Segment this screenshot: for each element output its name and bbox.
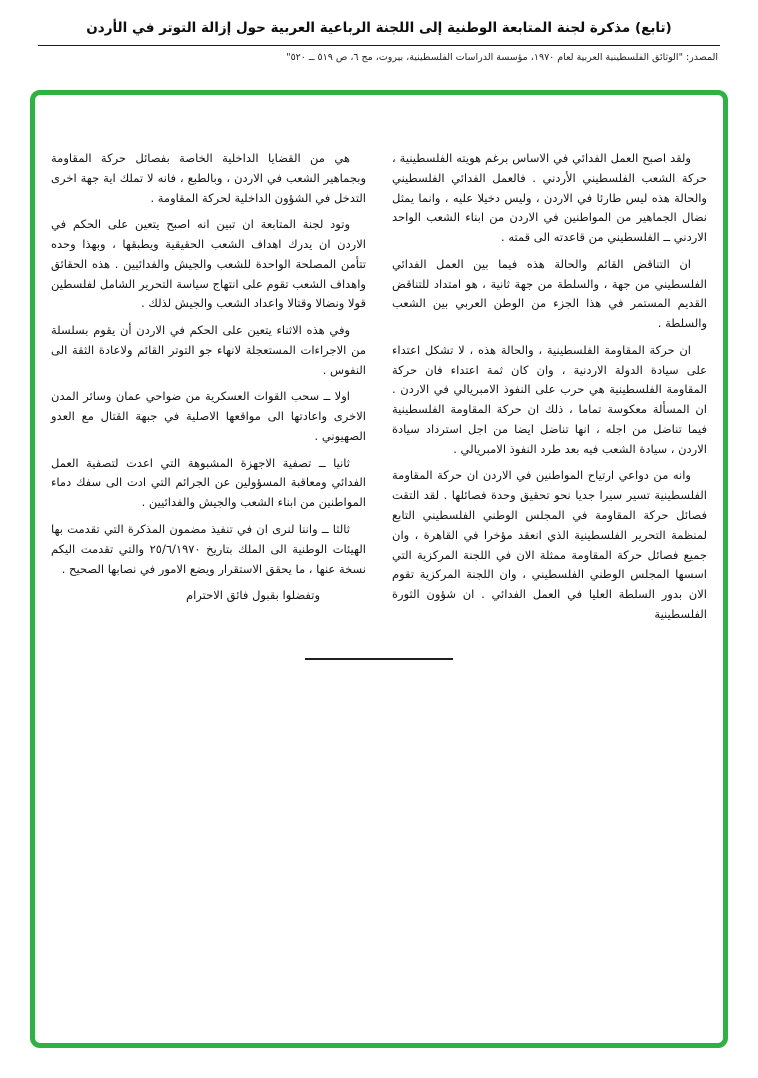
- left-column: [51, 149, 366, 632]
- document-title: (تابع) مذكرة لجنة المتابعة الوطنية إلى اللجنة الرباعية العربية حول إزالة التوتر في الأردن: [86, 20, 672, 36]
- source-line: المصدر: "الوثائق الفلسطينية العربية لعام ١٩٧٠، مؤسسة الدراسات الفلسطينية، بيروت، مج ٦، ص ٥١٩ ــ ٥٢٠": [286, 52, 718, 63]
- paragraph: ان التناقض القائم والحالة هذه فيما بين العمل الفدائي الفلسطيني من جهة ، والسلطة من جهة ثانية ، هو امتداد للتناقض القديم المستمر في هذا الجزء من الوطن العربي بين الشعب والسلطة .: [392, 256, 707, 331]
- two-column-text: [35, 95, 723, 632]
- paragraph: هي من القضايا الداخلية الخاصة بفصائل حركة المقاومة وبجماهير الشعب في الاردن ، وبالطبع ، فانه لا تملك اية جهة اخرى التدخل في الشؤون الداخلية لحركة المقاومة .: [51, 151, 366, 205]
- paragraph: ولقد اصبح العمل الفدائي في الاساس برغم هويته الفلسطينية ، حركة الشعب الفلسطيني الأردني . فالعمل الفدائي الفلسطيني والحالة هذه ليس طارئا في الاردن ، وليس دخيلا عليه ، وانما يمثل نضال الجماهير من المواطنين في الاردن من ابناء الشعب الواحد الاردني ــ الفلسطيني من قاعدته الى قمته .: [392, 151, 707, 245]
- header-divider: [38, 45, 720, 46]
- paragraph-item-first: اولا ــ سحب القوات العسكرية من ضواحي عمان وسائر المدن الاخرى واعادتها الى مواقعها الاصلية في جبهة القتال مع العدو الصهيوني .: [51, 389, 366, 443]
- paragraph: وتود لجنة المتابعة ان تبين انه اصبح يتعين على الحكم في الاردن ان يدرك اهداف الشعب الحقيقية ويطبقها ، وبهذا وحده تتأمن المصلحة الواحدة للشعب والجيش والفدائيين . هذه الحقائق واهداف الشعب تقوم على انتهاج سياسة التحرير الشامل لفلسطين قولا ونضالا وقتالا واعداد الشعب والجيش لذلك .: [51, 217, 366, 311]
- paragraph-item-second: ثانيا ــ تصفية الاجهزة المشبوهة التي اعدت لتصفية العمل الفدائي ومعاقبة المسؤولين عن الجرائم التي ادت الى سفك دماء المواطنين من ابناء الشعب والجيش والفدائيين .: [51, 455, 366, 510]
- paragraph: وفي هذه الاثناء يتعين على الحكم في الاردن أن يقوم بسلسلة من الاجراءات المستعجلة لانهاء جو التوتر القائم ولاعادة الثقة الى النفوس .: [51, 323, 366, 377]
- closing-salutation: وتفضلوا بقبول فائق الاحترام: [185, 588, 320, 603]
- paragraph: ان حركة المقاومة الفلسطينية ، والحالة هذه ، لا تشكل اعتداء على سيادة الدولة الاردنية ، وان كان ثمة اعتداء فان حركة المقاومة الفلسطينية هي حرب على النفوذ الامبريالي في الاردن . ان المسألة معكوسة تماما ، ذلك ان حركة المقاومة الفلسطينية فيما تناضل من اجله ، انها تناضل ايضا من اجل استرداد سيادة الاردن ، سيادة الشعب فيه بعد طرد النفوذ الامبريالي .: [392, 342, 707, 456]
- right-column: [392, 149, 707, 632]
- paragraph: وانه من دواعي ارتياح المواطنين في الاردن ان حركة المقاومة الفلسطينية تسير سيرا جديا نحو تحقيق وحدة فصائلها . لقد التقت فصائل حركة المقاومة في المجلس الوطني الفلسطيني التابع لمنظمة التحرير الفلسطينية الذي انعقد مؤخرا في القاهرة ، وان جميع فصائل حركة المقاومة ممثلة الان في اللجنة المركزية التي اسسها المجلس الوطني الفلسطيني ، وان اللجنة المركزية تقوم الان بدور السلطة العليا في العمل الفدائي . ان شؤون الثورة الفلسطينية: [392, 468, 707, 621]
- content-border-box: [30, 90, 728, 1048]
- signature-line: [305, 658, 453, 660]
- paragraph-item-third: ثالثا ــ واننا لنرى ان في تنفيذ مضمون المذكرة التي تقدمت بها الهيئات الوطنية الى الملك بتاريخ ٢٥/٦/١٩٧٠ والتي تقدمت اليكم نسخة عنها ، ما يحقق الاستقرار ويضع الامور في نصابها الصحيح .: [51, 522, 366, 576]
